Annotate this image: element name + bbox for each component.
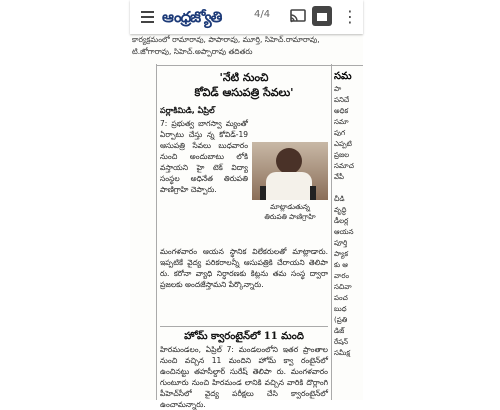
right-column-line: పుగ <box>334 129 346 137</box>
logo[interactable]: ఆంధ్రజ్యోతి <box>162 8 222 26</box>
cast-icon[interactable] <box>288 6 308 26</box>
more-vert-icon[interactable]: ⋮ <box>342 7 358 26</box>
right-column-text <box>334 84 363 359</box>
menu-icon[interactable] <box>138 7 158 27</box>
right-column-line <box>334 183 363 194</box>
right-column-line: డిజ్ <box>334 327 345 335</box>
calendar-icon[interactable] <box>312 6 332 26</box>
right-column-line: ప్యాక <box>334 250 349 258</box>
epaper-page <box>130 34 363 409</box>
right-column-line: (ప్రతి <box>334 316 348 324</box>
page-indicator: 4/4 <box>254 9 271 20</box>
right-column-line: సమాచ <box>334 162 354 170</box>
right-column-line: కు ఆ <box>334 261 348 269</box>
right-column-line: వారం <box>334 272 350 280</box>
top-strip-text: కార్యక్రమంలో రామారావు, పాపారావు, మూర్తి, సిహెచ్.రామారావు, టి.జోగారావు, సిహెచ్.అప్పారావు తదితరు <box>132 35 320 56</box>
newspaper-app <box>130 0 363 409</box>
right-column-line: వృద్ధి <box>334 206 347 214</box>
right-column-line: ప్రజల <box>334 151 350 159</box>
right-column-line: రేషన్ <box>334 338 349 346</box>
right-column-line: బుధ <box>334 305 347 313</box>
article-photo[interactable] <box>252 142 328 200</box>
right-column-line: ఎప్పటి <box>334 140 352 148</box>
right-column-line: పూర్తి <box>334 239 348 247</box>
right-column[interactable] <box>334 70 363 359</box>
right-column-line: వేపీ <box>334 173 344 181</box>
dateline: పర్లాకిమిడి, ఏప్రిల్ <box>160 106 215 115</box>
right-column-line: పంచ <box>334 294 348 302</box>
right-column-head: సమ <box>334 71 352 82</box>
right-column-line: ఆయన <box>334 228 354 236</box>
right-column-line: అధిక <box>334 107 349 115</box>
article-paragraph: హిరమండలం, ఏప్రిల్ 7: మండలంలోని ఇతర ప్రాంతాల నుంచి వచ్చిన 11 మందిని హోమ్ క్వా రంటైన్‌లో ఉంచినట్టు తహసీల్దార్ సురేష్ తెలిపా రు. మంగళవారం గుంటూరు నుంచి హిరమండ లానికి వచ్చిన వారికి దొర్లాంగి పీహెచ్‌సీలో వైద్య పరీక్షలు చేసి క్వారంటైన్‌లో ఉంచామన్నారు. <box>160 345 328 409</box>
sub-headline: హోమ్ క్వారంటైన్‌లో 11 మంది <box>160 326 328 344</box>
article[interactable] <box>160 70 328 409</box>
right-column-line: పనిచే <box>334 96 350 104</box>
right-column-line: సమీక్ష <box>334 349 350 357</box>
right-column-line: సచివా <box>334 283 352 291</box>
app-bar <box>130 0 363 34</box>
article-paragraph: మంగళవారం ఆయన స్థానిక విలేకరులతో మాట్లాడారు. ఇప్పటికే వైద్య పరికరాలన్నీ ఆసుపత్రికి చేరాయని తెలిపా రు. కరోనా వ్యాధి నిర్ధారణకు కిట్లను తమ సంస్థ ద్వారా ప్రజలకు అందజేస్తామని పేర్కొన్నారు. <box>160 247 328 289</box>
right-column-line: సమా <box>334 118 349 126</box>
right-column-line: చీడి <box>334 195 345 203</box>
headline: 'నేటి నుంచి కోవిడ్ ఆసుపత్రి సేవలు' <box>194 71 294 99</box>
article-paragraph: 7: ప్రభుత్వ బాగస్వా మ్యంతో ఏర్పాటు చేస్తు న్న కోవిడ్-19 ఆసుపత్రి సేవలు బుధవారం నుంచి అందుబాటు లోకి వస్తాయని హై టెక్ విద్యా సంస్థల అధినేత తిరుపతి పాణిగ్రాహి చెప్పారు. <box>160 119 248 194</box>
right-column-line: పా <box>334 85 342 93</box>
right-column-line: డీలర్ల <box>334 217 349 225</box>
photo-caption: మాట్లాడుతున్న తిరుపతి పాణిగ్రాహి <box>264 203 316 221</box>
